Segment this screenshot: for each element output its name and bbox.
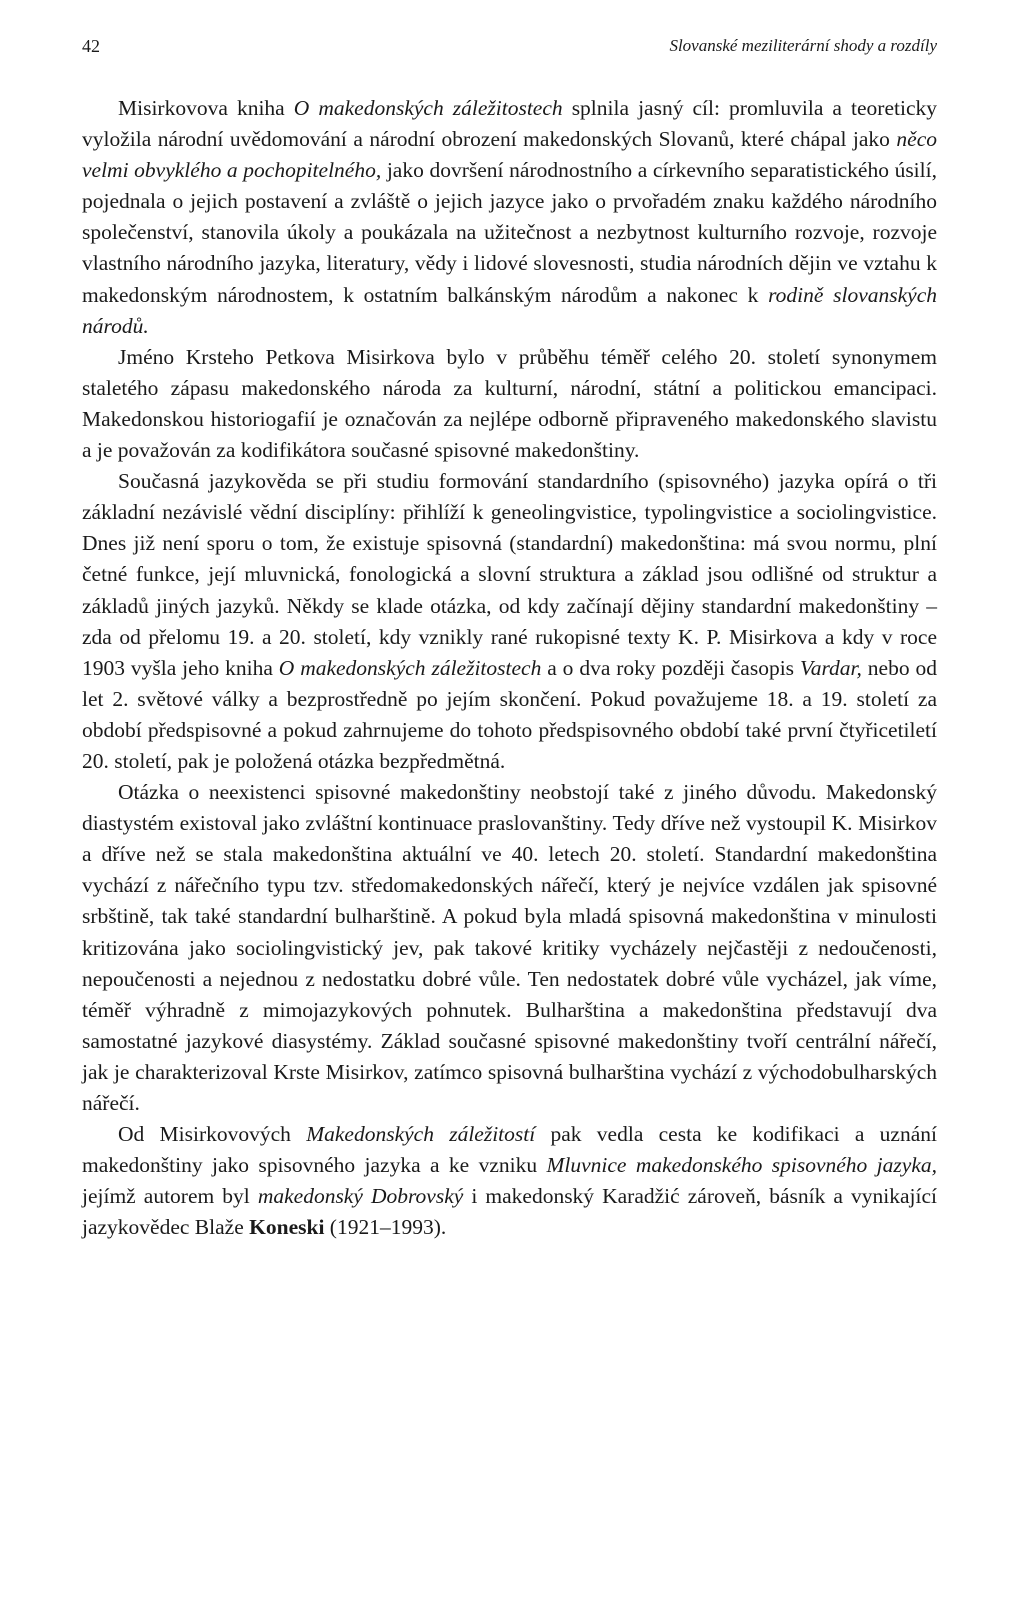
text-run: a o dva roky později časopis [541, 655, 800, 680]
running-header [82, 34, 937, 58]
text-run: pak vedla cesta ke kodifikaci a uznání makedonštiny jako spisovného jazyka a ke vzniku [82, 1122, 937, 1178]
text-run: nebo od let 2. světové války a bezprostředně po jejím skončení. Pokud považujeme 18. a 19. století za období předspisovné a pokud zahrnujeme do tohoto předspisovného období také první čtyřicetiletí 20. století, pak je položená otázka bezpředmětná. [82, 655, 937, 773]
paragraph-1 [82, 93, 937, 342]
italic-book-title: Makedonských záležitostí [306, 1122, 536, 1147]
text-run: jako dovršení národnostního a církevního separatistického úsilí, pojednala o jejich postavení a zvláště o jejich jazyce jako o prvořadém znaku každého národního společenství, stanovila úkoly a poukázala na užitečnost a nezbytnost kulturního rozvoje, rozvoje vlastního národního jazyka, literatury, vědy i lidové slovesnosti, studia národních dějin ve vztahu k makedonským národnostem, k ostatním balkánským národům a nakonec k [82, 158, 937, 307]
paragraph-5 [82, 1119, 937, 1243]
text-run: splnila jasný cíl: promluvila a teoreticky vyložila národní uvědomování a národní obrození makedonských Slovanů, které chápal jako [82, 96, 937, 152]
italic-book-title: O makedonských záležitostech [293, 96, 563, 120]
page-number: 42 [82, 36, 100, 56]
text-run: i makedonský Karadžić zároveň, básník a vynikající jazykovědec Blaže [82, 1184, 937, 1240]
text-run: (1921–1993). [324, 1215, 447, 1240]
italic-quote: něco velmi obvyklého a pochopitelného, [82, 127, 937, 183]
paragraph-4 [82, 777, 937, 1119]
paragraph-2 [82, 342, 937, 466]
text-run: Současná jazykověda se při studiu formování standardního (spisovného) jazyka opírá o tři základní nezávislé vědní disciplíny: přihlíží k geneolingvistice, typolingvistice a sociolingvistice. Dnes již není sporu o tom, že existuje spisovná (standardní) makedonština: má svou normu, plní četné funkce, její mluvnická, fonologická a slovní struktura a základ jsou odlišné od struktur a základů jiných jazyků. Někdy se klade otázka, od kdy začínají dějiny standardní makedonštiny – zda od přelomu 19. a 20. století, kdy vznikly rané rukopisné texty K. P. Misirkova a kdy v roce 1903 vyšla jeho kniha [82, 469, 937, 680]
italic-book-title: O makedonských záležitostech [278, 655, 542, 680]
running-title: Slovanské meziliterární shody a rozdíly [669, 36, 937, 55]
text-run: jejímž autorem byl [82, 1184, 258, 1209]
italic-epithet: makedonský Dobrovský [257, 1184, 464, 1209]
text-run: Jméno Krsteho Petkova Misirkova bylo v průběhu téměř celého 20. století synonymem staletého zápasu makedonského národa za kulturní, národní, státní a politickou emancipaci. Makedonskou historiogafií je označován za nejlépe odborně připraveného makedonského slavistu a je považován za kodifikátora současné spisovné makedonštiny. [82, 344, 937, 463]
body-text [82, 93, 937, 1243]
italic-book-title: Mluvnice makedonského spisovného jazyka, [546, 1153, 937, 1178]
italic-quote: rodině slovanských národů. [82, 282, 937, 338]
bold-name: Koneski [249, 1215, 325, 1240]
text-run: Otázka o neexistenci spisovné makedonštiny neobstojí také z jiného důvodu. Makedonský diastystém existoval jako zvláštní kontinuace praslovanštiny. Tedy dříve než vystoupil K. Misirkov a dříve než se stala makedonština aktuální ve 40. letech 20. století. Standardní makedonština vychází z nářečního typu tzv. středomakedonských nářečí, který je nejvíce vzdálen jak spisovné srbštině, tak také standardní bulharštině. A pokud byla mladá spisovná makedonština v minulosti kritizována jako sociolingvistický jev, pak takové kritiky vycházely nejčastěji z nedoučenosti, nepoučenosti a nejednou z nedostatku dobré vůle. Ten nedostatek dobré vůle vycházel, jak víme, téměř výhradně z mimojazykových pohnutek. Bulharština a makedonština představují dva samostatné jazykové diasystémy. Základ současné spisovné makedonštiny tvoří centrální nářečí, jak je charakterizoval Krste Misirkov, zatímco spisovná bulharština vychází z východobulharských nářečí. [82, 780, 937, 1115]
text-run: Misirkovova kniha [118, 96, 294, 120]
text-run: Od Misirkovových [118, 1122, 307, 1147]
paragraph-3 [82, 466, 937, 777]
italic-journal-title: Vardar, [799, 655, 862, 680]
